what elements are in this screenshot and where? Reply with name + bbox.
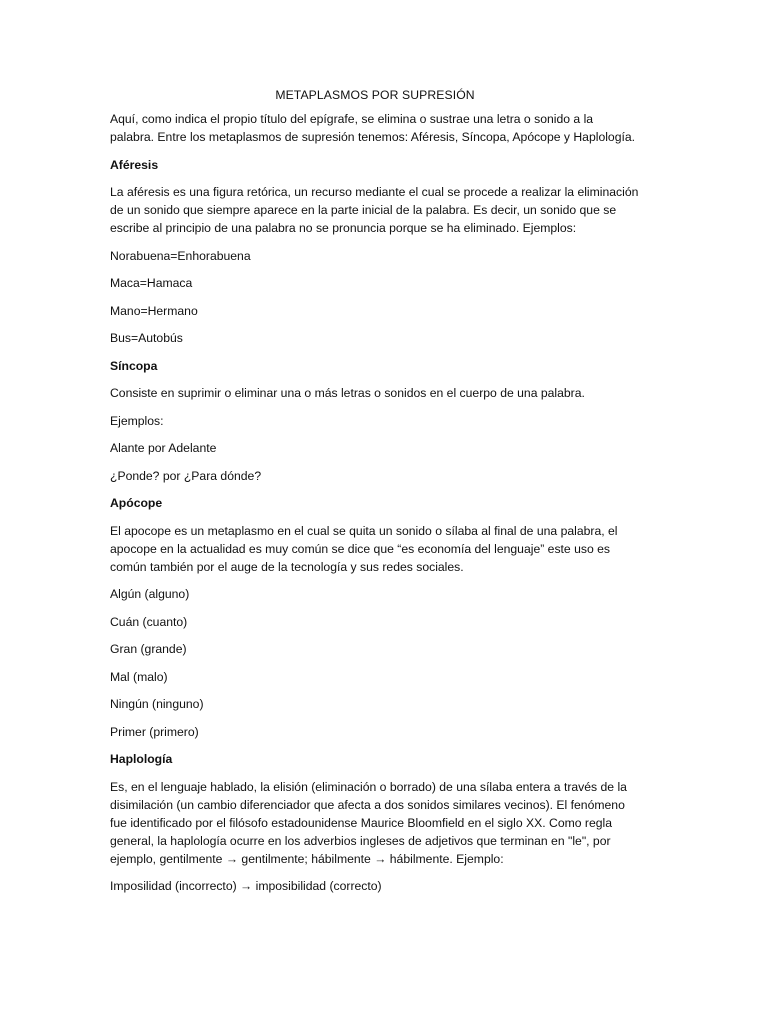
apocope-example-2: Cuán (cuanto): [110, 614, 188, 629]
haplologia-example-1: Imposilidad (incorrecto) → imposibilidad (correcto): [110, 879, 382, 893]
sincopa-heading: Síncopa: [110, 358, 158, 373]
apocope-example-6: Primer (primero): [110, 724, 199, 739]
document-page: [110, 86, 640, 905]
apocope-body: El apocope es un metaplasmo en el cual se quita un sonido o sílaba al final de una palabra, el apocope en la actualidad es muy común se dice que “es economía del lenguaje” este uso es común también por el auge de la tecnología y sus redes sociales.: [110, 523, 618, 574]
sincopa-body: Consiste en suprimir o eliminar una o más letras o sonidos en el cuerpo de una palabra.: [110, 386, 585, 400]
apocope-heading: Apócope: [110, 496, 163, 510]
haplologia-body: Es, en el lenguaje hablado, la elisión (eliminación o borrado) de una sílaba entera a través de la disimilación (un cambio diferenciador que afecta a dos sonidos similares vecinos). El fenómeno fue identificado por el filósofo estadounidense Maurice Bloomfield en el siglo XX. Como regla general, la haplología ocurre en los adverbios ingleses de adjetivos que terminan en "le", por ejemplo, gentilmente → gentilmente; hábilmente → hábilmente. Ejemplo:: [110, 779, 627, 866]
apocope-example-5: Ningún (ninguno): [110, 697, 204, 711]
sincopa-example-2: ¿Ponde? por ¿Para dónde?: [110, 468, 262, 483]
apocope-example-3: Gran (grande): [110, 642, 187, 656]
haplologia-heading: Haplología: [110, 752, 173, 766]
sincopa-examples-label: Ejemplos:: [110, 413, 164, 428]
aferesis-example-4: Bus=Autobús: [110, 331, 183, 345]
aferesis-example-1: Norabuena=Enhorabuena: [110, 248, 251, 263]
apocope-example-4: Mal (malo): [110, 669, 168, 684]
aferesis-example-2: Maca=Hamaca: [110, 276, 193, 290]
aferesis-example-3: Mano=Hermano: [110, 303, 198, 318]
aferesis-heading: Aféresis: [110, 157, 159, 172]
aferesis-body: La aféresis es una figura retórica, un recurso mediante el cual se procede a realizar la eliminación de un sonido que siempre aparece en la parte inicial de la palabra. Es decir, un sonido que se escribe al principio de una palabra no se pronuncia porque se ha eliminado. Ejemplos:: [110, 185, 639, 235]
sincopa-example-1: Alante por Adelante: [110, 441, 217, 455]
document-title: METAPLASMOS POR SUPRESIÓN: [275, 88, 475, 102]
intro-paragraph: Aquí, como indica el propio título del epígrafe, se elimina o sustrae una letra o sonido a la palabra. Entre los metaplasmos de supresión tenemos: Aféresis, Síncopa, Apócope y Haplología.: [110, 112, 636, 144]
apocope-example-1: Algún (alguno): [110, 587, 190, 601]
